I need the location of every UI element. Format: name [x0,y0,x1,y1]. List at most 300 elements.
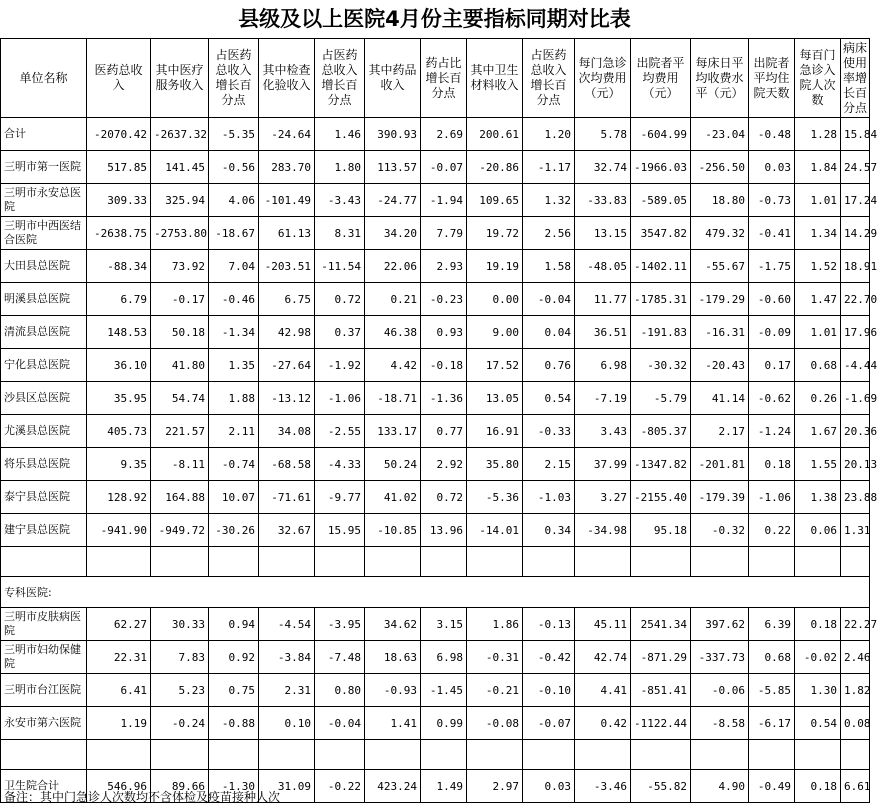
value-cell: -0.18 [421,349,467,382]
value-cell: -68.58 [259,448,315,481]
empty-cell [749,547,795,577]
value-cell: 2.11 [209,415,259,448]
value-cell: 2541.34 [631,608,691,641]
value-cell: 0.68 [795,349,841,382]
value-cell: 0.92 [209,641,259,674]
value-cell: -0.60 [749,283,795,316]
value-cell: -2753.80 [151,217,209,250]
value-cell: 2.56 [523,217,575,250]
value-cell: 1.84 [795,151,841,184]
value-cell: 4.90 [691,770,749,803]
value-cell: 0.37 [315,316,365,349]
value-cell: -34.98 [575,514,631,547]
value-cell: -8.58 [691,707,749,740]
value-cell: 13.15 [575,217,631,250]
value-cell: 0.21 [365,283,421,316]
value-cell: 0.75 [209,674,259,707]
value-cell: 1.49 [421,770,467,803]
value-cell: 0.17 [749,349,795,382]
value-cell: -5.36 [467,481,523,514]
value-cell: 4.06 [209,184,259,217]
value-cell: -1.36 [421,382,467,415]
value-cell: -1.30 [209,770,259,803]
value-cell: 1.35 [209,349,259,382]
value-cell: 1.67 [795,415,841,448]
value-cell: -0.07 [421,151,467,184]
value-cell: 5.23 [151,674,209,707]
value-cell: -7.48 [315,641,365,674]
empty-cell [421,740,467,770]
empty-cell [1,740,87,770]
row-name-cell: 将乐县总医院 [1,448,87,481]
row-name-cell: 尤溪县总医院 [1,415,87,448]
value-cell: -0.22 [315,770,365,803]
value-cell: -2638.75 [87,217,151,250]
value-cell: 0.18 [749,448,795,481]
value-cell: 2.46 [841,641,870,674]
value-cell: 4.42 [365,349,421,382]
value-cell: -0.88 [209,707,259,740]
value-cell: -27.64 [259,349,315,382]
table-row [1,707,870,740]
value-cell: 46.38 [365,316,421,349]
value-cell: -0.42 [523,641,575,674]
value-cell: -0.09 [749,316,795,349]
value-cell: 3547.82 [631,217,691,250]
empty-cell [749,740,795,770]
value-cell: 9.35 [87,448,151,481]
value-cell: -0.07 [523,707,575,740]
value-cell: 17.24 [841,184,870,217]
table-row [1,118,870,151]
value-cell: -14.01 [467,514,523,547]
value-cell: -9.77 [315,481,365,514]
value-cell: 164.88 [151,481,209,514]
value-cell: 1.88 [209,382,259,415]
value-cell: -13.12 [259,382,315,415]
value-cell: -2070.42 [87,118,151,151]
value-cell: -55.82 [631,770,691,803]
value-cell: -1.92 [315,349,365,382]
value-cell: 0.03 [523,770,575,803]
value-cell: 0.42 [575,707,631,740]
value-cell: 0.34 [523,514,575,547]
empty-cell [691,740,749,770]
empty-cell [631,740,691,770]
value-cell: -191.83 [631,316,691,349]
value-cell: -5.79 [631,382,691,415]
value-cell: 6.79 [87,283,151,316]
value-cell: 37.99 [575,448,631,481]
empty-cell [575,740,631,770]
column-header: 其中卫生材料收入 [467,39,523,118]
value-cell: 1.82 [841,674,870,707]
column-header: 出院者平均住院天数 [749,39,795,118]
value-cell: 6.75 [259,283,315,316]
value-cell: 1.34 [795,217,841,250]
value-cell: 546.96 [87,770,151,803]
value-cell: 1.41 [365,707,421,740]
table-body [1,118,877,803]
value-cell: 17.96 [841,316,870,349]
value-cell: -18.67 [209,217,259,250]
value-cell: 2.69 [421,118,467,151]
value-cell: 1.55 [795,448,841,481]
value-cell: -0.41 [749,217,795,250]
value-cell: 19.19 [467,250,523,283]
column-header: 其中检查化验收入 [259,39,315,118]
value-cell: 13.96 [421,514,467,547]
value-cell: -0.13 [523,608,575,641]
value-cell: -941.90 [87,514,151,547]
value-cell: 148.53 [87,316,151,349]
value-cell: 8.31 [315,217,365,250]
value-cell: -0.23 [421,283,467,316]
value-cell: 34.62 [365,608,421,641]
value-cell: -6.17 [749,707,795,740]
value-cell: -48.05 [575,250,631,283]
empty-cell [365,547,421,577]
column-header: 每百门急诊入院人次数 [795,39,841,118]
column-header: 药占比增长百分点 [421,39,467,118]
value-cell: 30.33 [151,608,209,641]
value-cell: -589.05 [631,184,691,217]
value-cell: -3.46 [575,770,631,803]
value-cell: -871.29 [631,641,691,674]
value-cell: 50.18 [151,316,209,349]
value-cell: -0.46 [209,283,259,316]
value-cell: 2.97 [467,770,523,803]
table-row [1,674,870,707]
column-header: 每门急诊次均费用（元） [575,39,631,118]
value-cell: 0.10 [259,707,315,740]
value-cell: 1.80 [315,151,365,184]
row-name-cell: 三明市妇幼保健院 [1,641,87,674]
value-cell: -0.17 [151,283,209,316]
value-cell: 0.54 [523,382,575,415]
value-cell: -604.99 [631,118,691,151]
column-header: 其中药品收入 [365,39,421,118]
value-cell: -3.84 [259,641,315,674]
empty-cell [421,547,467,577]
value-cell: 325.94 [151,184,209,217]
value-cell: -0.48 [749,118,795,151]
value-cell: 15.95 [315,514,365,547]
value-cell: -1.17 [523,151,575,184]
value-cell: 7.79 [421,217,467,250]
value-cell: 42.74 [575,641,631,674]
value-cell: -0.24 [151,707,209,740]
value-cell: 42.98 [259,316,315,349]
value-cell: 1.01 [795,316,841,349]
row-name-cell: 三明市永安总医院 [1,184,87,217]
value-cell: 32.67 [259,514,315,547]
value-cell: 0.99 [421,707,467,740]
value-cell: 221.57 [151,415,209,448]
value-cell: 6.41 [87,674,151,707]
empty-cell [151,740,209,770]
value-cell: -0.21 [467,674,523,707]
value-cell: 200.61 [467,118,523,151]
value-cell: -0.32 [691,514,749,547]
table-row [1,608,870,641]
value-cell: 1.01 [795,184,841,217]
value-cell: 1.20 [523,118,575,151]
value-cell: 7.04 [209,250,259,283]
table-row [1,641,870,674]
value-cell: -0.73 [749,184,795,217]
value-cell: 405.73 [87,415,151,448]
value-cell: 22.06 [365,250,421,283]
table-row [1,217,870,250]
value-cell: -16.31 [691,316,749,349]
value-cell: 0.03 [749,151,795,184]
value-cell: 36.51 [575,316,631,349]
value-cell: 20.36 [841,415,870,448]
value-cell: 24.57 [841,151,870,184]
table-row [1,481,870,514]
value-cell: -2637.32 [151,118,209,151]
empty-cell [315,740,365,770]
value-cell: 141.45 [151,151,209,184]
value-cell: -1.06 [749,481,795,514]
value-cell: -0.04 [523,283,575,316]
value-cell: -1.34 [209,316,259,349]
value-cell: -30.26 [209,514,259,547]
footnote: 备注：其中门急诊人次数均不含体检及疫苗接种人次 [4,790,281,804]
value-cell: -1402.11 [631,250,691,283]
value-cell: -203.51 [259,250,315,283]
value-cell: 0.68 [749,641,795,674]
row-name-cell: 三明市皮肤病医院 [1,608,87,641]
value-cell: -71.61 [259,481,315,514]
empty-cell [795,740,841,770]
value-cell: 41.80 [151,349,209,382]
value-cell: -179.29 [691,283,749,316]
value-cell: 6.39 [749,608,795,641]
column-header: 占医药总收入增长百分点 [315,39,365,118]
value-cell: 390.93 [365,118,421,151]
value-cell: 1.86 [467,608,523,641]
value-cell: -1.69 [841,382,870,415]
value-cell: 2.93 [421,250,467,283]
value-cell: 18.63 [365,641,421,674]
value-cell: 1.32 [523,184,575,217]
empty-cell [841,740,870,770]
value-cell: -201.81 [691,448,749,481]
column-header: 医药总收入 [87,39,151,118]
value-cell: -1.03 [523,481,575,514]
value-cell: 18.80 [691,184,749,217]
value-cell: -2.55 [315,415,365,448]
value-cell: 113.57 [365,151,421,184]
value-cell: 0.08 [841,707,870,740]
value-cell: 50.24 [365,448,421,481]
row-name-cell: 建宁县总医院 [1,514,87,547]
value-cell: -2155.40 [631,481,691,514]
value-cell: 62.27 [87,608,151,641]
value-cell: 2.17 [691,415,749,448]
row-name-cell: 大田县总医院 [1,250,87,283]
value-cell: 0.22 [749,514,795,547]
value-cell: 0.77 [421,415,467,448]
empty-cell [259,740,315,770]
value-cell: 95.18 [631,514,691,547]
value-cell: -24.64 [259,118,315,151]
value-cell: 18.91 [841,250,870,283]
value-cell: 0.76 [523,349,575,382]
value-cell: 73.92 [151,250,209,283]
value-cell: 128.92 [87,481,151,514]
value-cell: -0.62 [749,382,795,415]
empty-cell [467,740,523,770]
value-cell: 3.27 [575,481,631,514]
value-cell: -11.54 [315,250,365,283]
value-cell: 0.26 [795,382,841,415]
empty-cell [209,547,259,577]
value-cell: 1.31 [841,514,870,547]
column-header: 出院者平均费用（元） [631,39,691,118]
value-cell: -33.83 [575,184,631,217]
column-header: 单位名称 [1,39,87,118]
empty-cell [795,547,841,577]
value-cell: -55.67 [691,250,749,283]
value-cell: 0.54 [795,707,841,740]
table-row [1,349,870,382]
column-header: 其中医疗服务收入 [151,39,209,118]
value-cell: 54.74 [151,382,209,415]
value-cell: 0.18 [795,770,841,803]
value-cell: -0.56 [209,151,259,184]
value-cell: 35.95 [87,382,151,415]
value-cell: 423.24 [365,770,421,803]
value-cell: -18.71 [365,382,421,415]
table-row [1,382,870,415]
value-cell: -8.11 [151,448,209,481]
value-cell: 5.78 [575,118,631,151]
value-cell: -1785.31 [631,283,691,316]
header-row [1,39,870,118]
value-cell: 1.28 [795,118,841,151]
value-cell: -20.86 [467,151,523,184]
value-cell: -10.85 [365,514,421,547]
value-cell: 13.05 [467,382,523,415]
value-cell: -5.85 [749,674,795,707]
value-cell: -0.31 [467,641,523,674]
value-cell: 41.14 [691,382,749,415]
value-cell: 23.88 [841,481,870,514]
table-row [1,184,870,217]
table-row [1,316,870,349]
value-cell: 11.77 [575,283,631,316]
empty-cell [209,740,259,770]
value-cell: 2.31 [259,674,315,707]
value-cell: 6.98 [421,641,467,674]
value-cell: 0.80 [315,674,365,707]
table-row [1,151,870,184]
value-cell: -23.04 [691,118,749,151]
value-cell: -1.24 [749,415,795,448]
empty-cell [151,547,209,577]
value-cell: 41.02 [365,481,421,514]
empty-row [1,547,870,577]
value-cell: 19.72 [467,217,523,250]
row-name-cell: 三明市第一医院 [1,151,87,184]
value-cell: -337.73 [691,641,749,674]
value-cell: 14.29 [841,217,870,250]
value-cell: -1.45 [421,674,467,707]
table-row [1,415,870,448]
value-cell: 34.08 [259,415,315,448]
value-cell: 1.38 [795,481,841,514]
value-cell: -179.39 [691,481,749,514]
value-cell: 35.80 [467,448,523,481]
value-cell: 0.00 [467,283,523,316]
value-cell: -1966.03 [631,151,691,184]
value-cell: 397.62 [691,608,749,641]
empty-cell [691,547,749,577]
value-cell: -1347.82 [631,448,691,481]
value-cell: 1.19 [87,707,151,740]
value-cell: 0.93 [421,316,467,349]
value-cell: 479.32 [691,217,749,250]
row-name-cell: 卫生院合计 [1,770,87,803]
value-cell: -4.54 [259,608,315,641]
value-cell: 45.11 [575,608,631,641]
value-cell: -1122.44 [631,707,691,740]
value-cell: 4.41 [575,674,631,707]
row-name-cell: 明溪县总医院 [1,283,87,316]
value-cell: 309.33 [87,184,151,217]
row-name-cell: 三明市台江医院 [1,674,87,707]
empty-cell [523,740,575,770]
value-cell: 17.52 [467,349,523,382]
value-cell: -949.72 [151,514,209,547]
value-cell: 6.98 [575,349,631,382]
row-name-cell: 宁化县总医院 [1,349,87,382]
row-name-cell: 三明市中西医结合医院 [1,217,87,250]
value-cell: 15.84 [841,118,870,151]
column-header: 病床使用率增长百分点 [841,39,870,118]
value-cell: 1.47 [795,283,841,316]
column-header: 每床日平均收费水平（元） [691,39,749,118]
value-cell: -0.04 [315,707,365,740]
value-cell: 109.65 [467,184,523,217]
value-cell: 1.52 [795,250,841,283]
value-cell: -3.43 [315,184,365,217]
value-cell: 22.27 [841,608,870,641]
empty-cell [575,547,631,577]
value-cell: -20.43 [691,349,749,382]
value-cell: 2.92 [421,448,467,481]
table-row [1,250,870,283]
column-header: 占医药总收入增长百分点 [523,39,575,118]
empty-cell [259,547,315,577]
value-cell: -0.93 [365,674,421,707]
value-cell: 283.70 [259,151,315,184]
value-cell: -256.50 [691,151,749,184]
value-cell: 0.72 [421,481,467,514]
value-cell: 34.20 [365,217,421,250]
value-cell: 0.18 [795,608,841,641]
value-cell: 1.58 [523,250,575,283]
value-cell: -0.33 [523,415,575,448]
value-cell: 7.83 [151,641,209,674]
empty-cell [631,547,691,577]
section-row [1,577,870,608]
value-cell: -1.94 [421,184,467,217]
value-cell: 2.15 [523,448,575,481]
